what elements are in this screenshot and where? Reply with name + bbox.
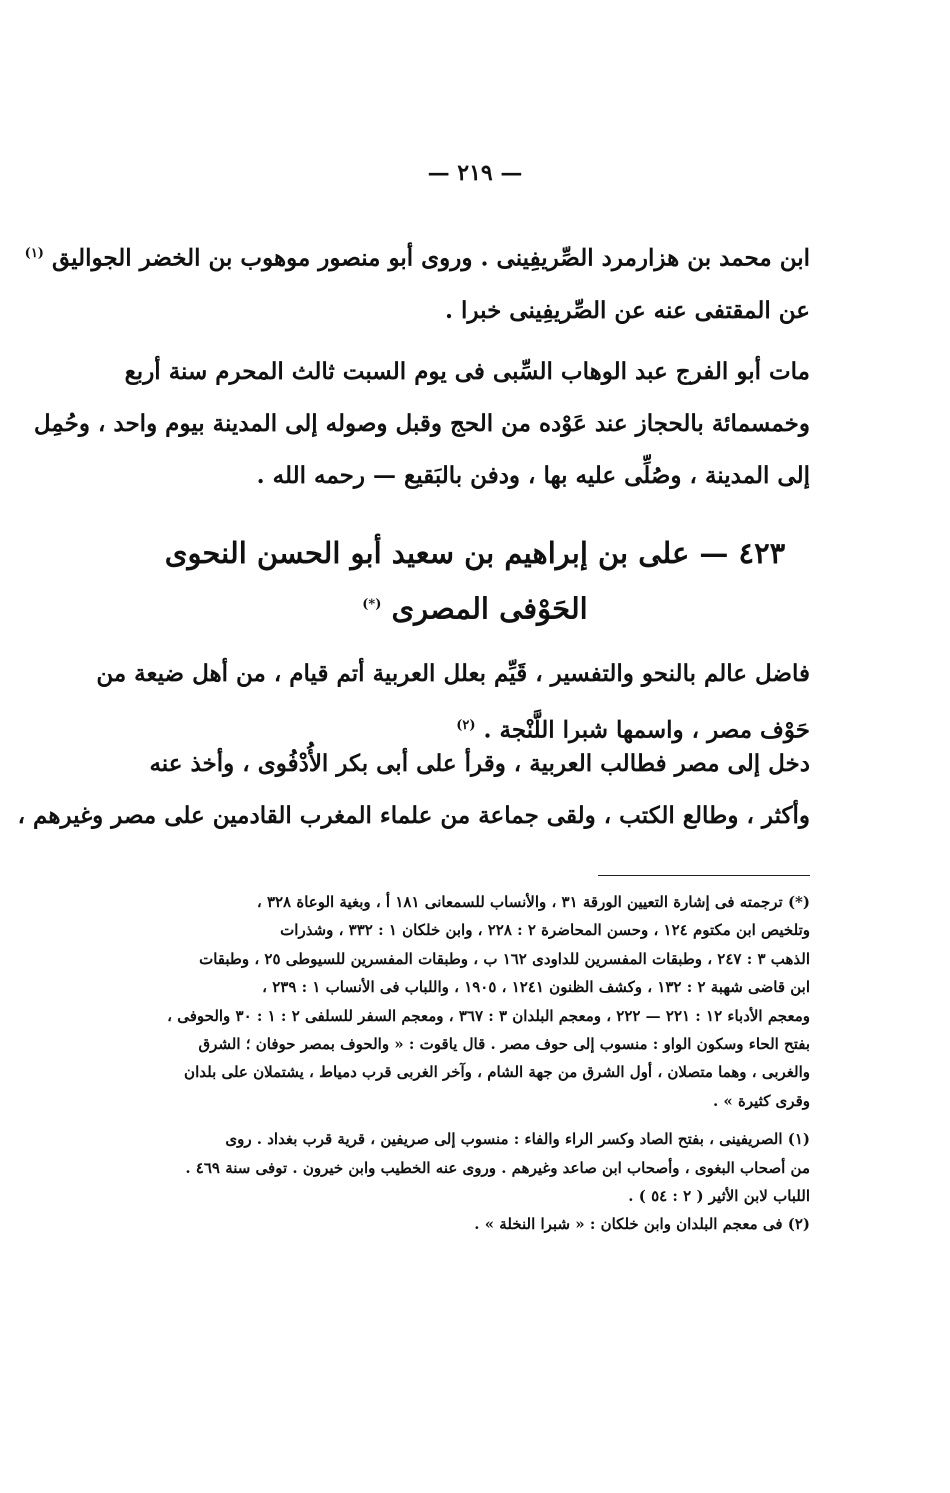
death-line-3: إلى المدينة ، وصُلِّى عليه بها ، ودفن بالبَقيع — رحمه الله . <box>256 462 810 489</box>
entry-para1-line-1: فاضل عالم بالنحو والتفسير ، قَيِّم بعلل العربية أتم قيام ، من أهل ضيعة من <box>96 660 810 687</box>
footnote-star-line-2: وتلخيص ابن مكتوم ١٢٤ ، وحسن المحاضرة ٢ : ٢٢٨ ، وابن خلكان ١ : ٣٣٢ ، وشذرات <box>280 921 810 940</box>
entry-para2-line-2: وأكثر ، وطالع الكتب ، ولقى جماعة من علماء المغرب القادمين على مصر وغيرهم ، <box>17 802 810 829</box>
footnote-1-line-1: (١) الصريفينى ، بفتح الصاد وكسر الراء والفاء : منسوب إلى صريفين ، قرية قرب بغداد . روى <box>225 1130 810 1149</box>
intro-line-1-text: ابن محمد بن هزارمرد الصِّريفِينى . وروى أبو منصور موهوب بن الخضر الجواليق <box>51 244 810 272</box>
death-line-2: وخمسمائة بالحجاز عند عَوْده من الحج وقبل وصوله إلى المدينة بيوم واحد ، وحُمِل <box>33 410 810 437</box>
page-number: — ٢١٩ — <box>427 160 523 186</box>
intro-line-1 <box>24 228 810 285</box>
footnote-star-line-5: ومعجم الأدباء ١٢ : ٢٢١ — ٢٢٢ ، ومعجم البلدان ٣ : ٣٦٧ ، ومعجم السفر للسلفى ٢ : ١ : ٣٠ والحوفى ، <box>167 1006 810 1025</box>
footnote-divider <box>598 875 810 876</box>
intro-paragraph <box>24 228 810 337</box>
footnote-mark-star: (*) <box>362 597 382 612</box>
death-line-1: مات أبو الفرج عبد الوهاب السِّبى فى يوم السبت ثالث المحرم سنة أربع <box>124 358 810 385</box>
entry-para1-line-2-text: حَوْف مصر ، واسمها شبرا اللَّنْجة . <box>483 716 810 744</box>
entry-heading-line-2 <box>140 579 810 635</box>
footnote-star-line-3: الذهب ٣ : ٢٤٧ ، وطبقات المفسرين للداودى ١٦٢ ب ، وطبقات المفسرين للسيوطى ٢٥ ، وطبقات <box>199 949 810 968</box>
entry-heading-line-2-text: الحَوْفى المصرى <box>391 591 588 626</box>
footnote-1-line-3: اللباب لابن الأثير ( ٢ : ٥٤ ) . <box>628 1187 810 1206</box>
footnote-star-line-1: (*) ترجمته فى إشارة التعيين الورقة ٣١ ، والأنساب للسمعانى ١٨١ أ ، وبغية الوعاة ٣٢٨ ، <box>256 893 810 911</box>
footnote-mark-2: (٢) <box>456 718 476 733</box>
entry-heading-line-1: ٤٢٣ — على بن إبراهيم بن سعيد أبو الحسن النحوى <box>164 536 786 570</box>
footnotes <box>140 888 810 1239</box>
footnote-star-line-8: وقرى كثيرة » . <box>712 1091 810 1110</box>
footnote-2-line-1: (٢) فى معجم البلدان وابن خلكان : « شبرا النخلة » . <box>474 1215 810 1234</box>
death-paragraph <box>33 346 810 502</box>
footnote-gap <box>140 1115 810 1125</box>
footnote-star-line-6: بفتح الحاء وسكون الواو : منسوب إلى حوف مصر . قال ياقوت : « والحوف بمصر حوفان ؛ الشرق <box>198 1035 810 1054</box>
entry-heading <box>140 527 810 635</box>
entry-paragraph-2 <box>17 738 810 842</box>
footnote-star-line-4: ابن قاضى شهبة ٢ : ١٣٢ ، وكشف الظنون ١٢٤١ ، ١٩٠٥ ، واللباب فى الأنساب ١ : ٢٣٩ ، <box>262 978 810 997</box>
footnote-mark-1: (١) <box>24 246 44 261</box>
footnote-1-line-2: من أصحاب البغوى ، وأصحاب ابن صاعد وغيرهم . وروى عنه الخطيب وابن خيرون . توفى سنة ٤٦٩ . <box>185 1158 810 1177</box>
entry-para2-line-1: دخل إلى مصر فطالب العربية ، وقرأ على أبى بكر الأُدْفُوى ، وأخذ عنه <box>149 750 810 777</box>
intro-line-2: عن المقتفى عنه عن الصِّريفِينى خبرا . <box>445 296 810 324</box>
footnote-star-line-7: والغربى ، وهما متصلان ، أول الشرق من جهة الشام ، وآخر الغربى قرب دمياط ، يشتملان على بلدان <box>184 1063 810 1082</box>
